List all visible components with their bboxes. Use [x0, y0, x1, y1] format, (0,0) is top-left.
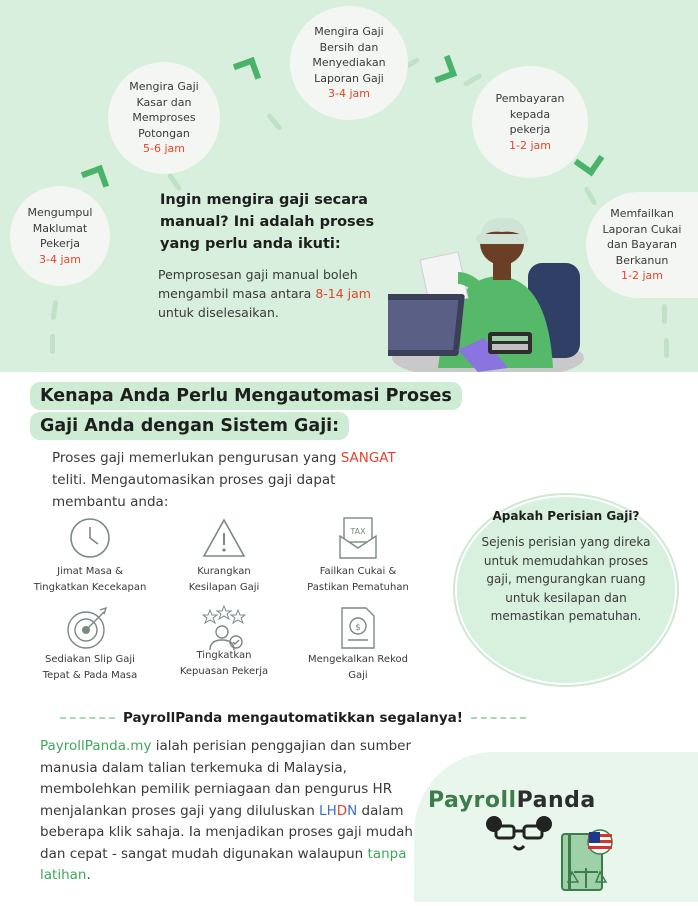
intro-text [158, 265, 398, 322]
step-time: 3-4 jam [39, 252, 81, 266]
warning-icon [200, 514, 248, 562]
woman-laptop-illustration [388, 208, 588, 372]
benefit-label [154, 564, 294, 596]
path-dash [51, 300, 59, 321]
chevron-arrow-icon [233, 57, 261, 85]
path-dash [50, 334, 55, 354]
about-text: ialah perisian penggajian dan sumber manusia dalam talian terkemuka di Malaysia, membolehkan pemilik perniagaan dan pengurus HR menjalankan proses gaji yang diluluskan [40, 738, 412, 819]
heading-line: Gaji Anda dengan Sistem Gaji: [30, 412, 349, 440]
benefit-line: Kurangkan [197, 566, 251, 577]
heading-line: Kenapa Anda Perlu Mengautomasi Proses [30, 382, 462, 410]
path-dash [583, 186, 597, 206]
step-time: 5-6 jam [143, 142, 185, 156]
step-circle [472, 66, 588, 178]
step-circle [10, 186, 110, 286]
benefit-line: Pastikan Pematuhan [307, 582, 409, 593]
path-dash [266, 113, 283, 132]
step-text: Bersih dan [319, 40, 379, 54]
step-text: Potongan [138, 126, 190, 140]
para-text: teliti. Mengautomasikan proses gaji dapat membantu anda: [52, 472, 336, 510]
section-heading [30, 382, 462, 440]
about-text: dalam beberapa klik sahaja. Ia menjadikan proses gaji mudah dan cepat - sangat mudah digunakan walaupun [40, 802, 413, 862]
compliance-book-icon [556, 828, 620, 894]
step-text: Memfailkan [610, 207, 674, 221]
step-text: Mengira Gaji [129, 80, 199, 94]
step-circle [290, 6, 408, 120]
lhdn-text: LH [319, 802, 337, 819]
path-dash [463, 73, 483, 87]
benefit-label [288, 564, 428, 596]
benefit-line: Kesilapan Gaji [188, 582, 260, 593]
intro-text-part: Pemprosesan gaji manual boleh mengambil masa antara [158, 267, 358, 301]
svg-text:$: $ [355, 623, 361, 633]
step-circle [108, 62, 220, 174]
benefit-line: Jimat Masa & [57, 566, 123, 577]
step-text: Berkanun [615, 253, 669, 267]
about-text: . [86, 867, 91, 883]
benefit-label [154, 648, 294, 680]
process-section [0, 0, 698, 372]
satisfaction-icon [200, 604, 248, 652]
step-circle [586, 192, 698, 298]
step-text: pekerja [509, 123, 551, 136]
step-time: 1-2 jam [621, 269, 663, 283]
step-text: Pekerja [39, 237, 81, 250]
step-text: Mengira Gaji [314, 25, 384, 39]
definition-text: Sejenis perisian yang direka untuk memudahkan proses gaji, mengurangkan ruang untuk kesilapan dan memastikan pematuhan. [481, 535, 651, 623]
chevron-arrow-icon [81, 165, 109, 193]
tagline-text: PayrollPanda mengautomatikkan segalanya! [123, 710, 463, 726]
chevron-arrow-icon [429, 55, 457, 83]
logo-part: Panda [516, 788, 596, 813]
path-dash [662, 304, 667, 324]
benefit-line: Gaji [348, 670, 368, 681]
lhdn-text: D [336, 802, 348, 819]
dashed-divider [471, 717, 526, 719]
benefit-line: Tepat & Pada Masa [42, 670, 138, 681]
step-text: kepada [509, 107, 551, 121]
benefit-line: Failkan Cukai & [319, 566, 397, 577]
brand-link[interactable]: PayrollPanda.my [40, 738, 152, 754]
logo-part: Payroll [428, 788, 517, 813]
step-text: Laporan Gaji [314, 71, 384, 85]
clock-icon [66, 514, 114, 562]
para-text: Proses gaji memerlukan pengurusan yang [52, 450, 341, 466]
benefits-intro [52, 447, 412, 513]
step-text: dan Bayaran [607, 238, 677, 252]
step-text: Memproses [132, 111, 196, 125]
step-text: Laporan Cukai [602, 222, 682, 236]
benefit-label [288, 652, 428, 684]
step-text: Mengumpul [27, 206, 93, 219]
step-text: Kasar dan [136, 95, 192, 109]
intro-title: Ingin mengira gaji secara manual? Ini adalah proses yang perlu anda ikuti: [160, 192, 375, 252]
svg-text:TAX: TAX [350, 527, 366, 536]
intro-text-part: untuk diselesaikan. [158, 305, 279, 320]
benefit-line: Mengekalkan Rekod [308, 654, 408, 665]
path-dash [664, 338, 669, 358]
step-time: 1-2 jam [509, 138, 551, 152]
about-paragraph [40, 736, 435, 887]
benefit-line: Kepuasan Pekerja [179, 666, 269, 677]
step-text: Pembayaran [495, 92, 565, 105]
payrollpanda-logo [428, 788, 596, 813]
para-highlight: SANGAT [340, 450, 396, 466]
benefit-label [20, 652, 160, 684]
step-time: 3-4 jam [328, 87, 370, 101]
definition-title: Apakah Perisian Gaji? [492, 509, 640, 523]
benefit-label [20, 564, 160, 596]
intro-hours: 8-14 jam [315, 286, 371, 301]
record-document-icon [334, 604, 382, 652]
benefit-line: Tingkatkan [196, 650, 252, 661]
step-text: Menyediakan [312, 56, 386, 70]
tagline [60, 710, 560, 726]
tax-envelope-icon [334, 514, 382, 562]
benefit-line: Tingkatkan Kecekapan [33, 582, 147, 593]
panda-face-icon [484, 816, 554, 854]
dashed-divider [60, 717, 115, 719]
no-training-text: tanpa latihan [40, 845, 407, 883]
step-text: Maklumat [32, 221, 88, 235]
lhdn-text: N [347, 802, 358, 819]
target-icon [64, 604, 112, 652]
benefit-line: Sediakan Slip Gaji [45, 654, 135, 665]
